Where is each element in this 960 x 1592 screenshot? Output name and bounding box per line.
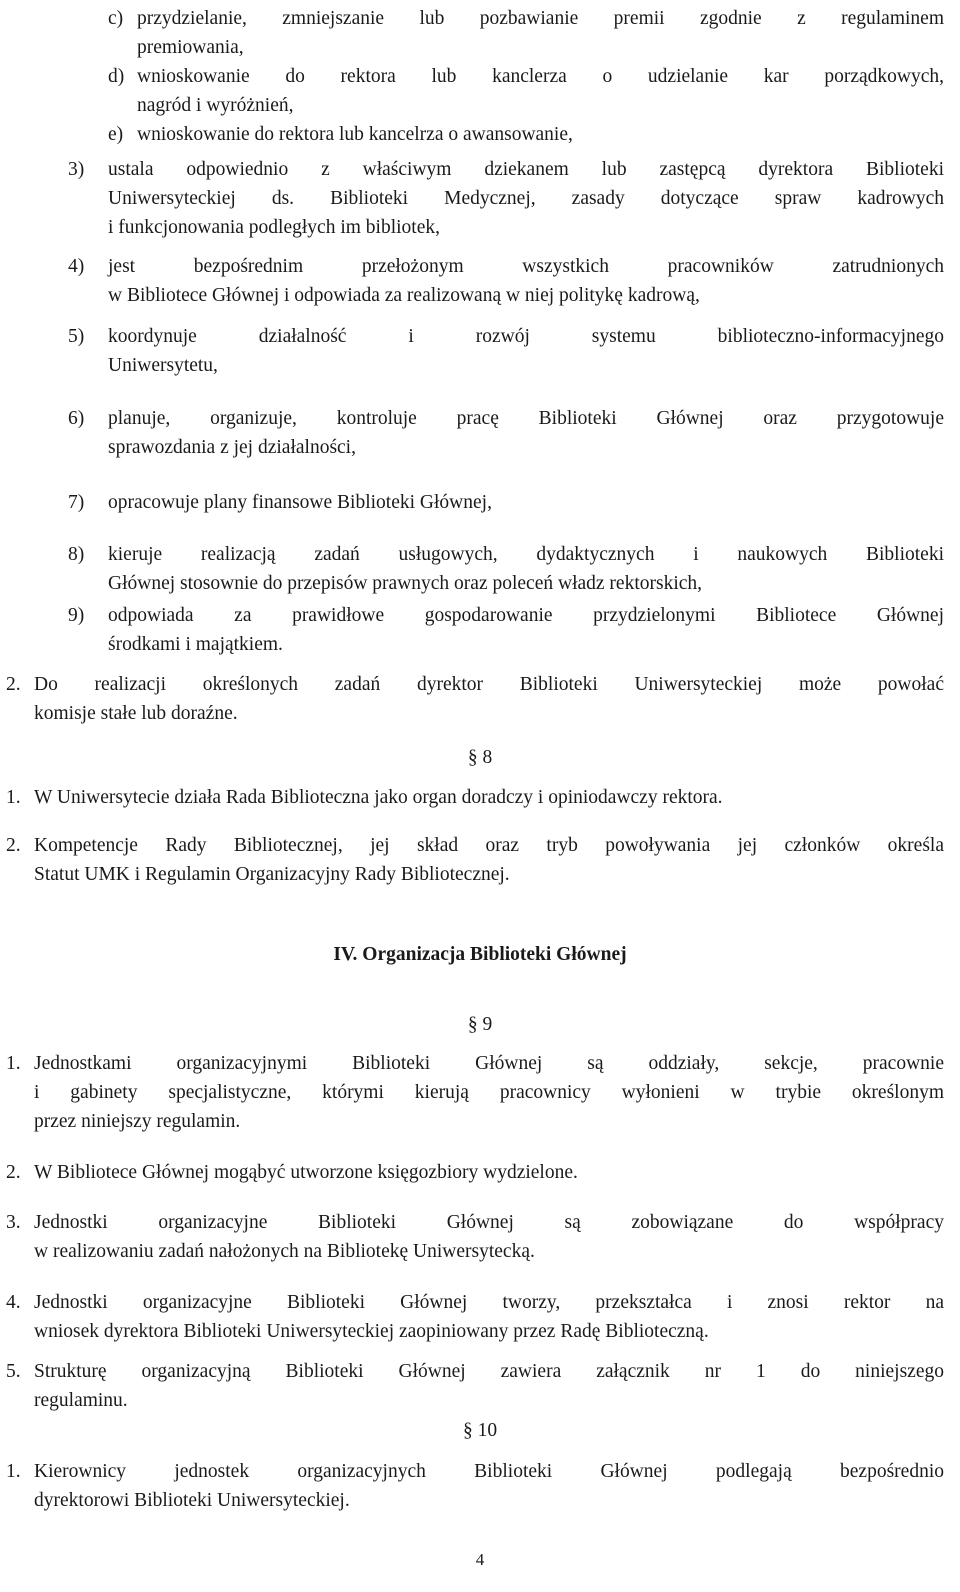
- item-label: 6): [68, 408, 85, 429]
- item-label: 2.: [6, 674, 21, 695]
- item-line: nagród i wyróżnień,: [137, 95, 294, 116]
- item-label: 2.: [6, 1162, 21, 1183]
- item-line: Jednostki organizacyjne Biblioteki Głównej tworzy, przekształca i znosi rektor na: [34, 1292, 944, 1313]
- item-line: planuje, organizuje, kontroluje pracę Biblioteki Głównej oraz przygotowuje: [108, 408, 944, 429]
- item-label: 5.: [6, 1361, 21, 1382]
- item-label: 4.: [6, 1292, 21, 1313]
- item-line: Uniwersyteckiej ds. Biblioteki Medycznej, zasady dotyczące spraw kadrowych: [108, 188, 944, 209]
- item-label: 1.: [6, 1461, 21, 1482]
- item-label: 1.: [6, 787, 21, 808]
- item-line: Głównej stosownie do przepisów prawnych oraz poleceń władz rektorskich,: [108, 573, 703, 594]
- item-line: przydzielanie, zmniejszanie lub pozbawianie premii zgodnie z regulaminem: [137, 8, 944, 29]
- item-label: 5): [68, 326, 85, 347]
- item-line: dyrektorowi Biblioteki Uniwersyteckiej.: [34, 1490, 350, 1511]
- item-line: i gabinety specjalistyczne, którymi kierują pracownicy wyłonieni w trybie określonym: [34, 1082, 944, 1103]
- item-label: e): [108, 124, 124, 145]
- item-label: 3.: [6, 1212, 21, 1233]
- item-label: 7): [68, 492, 85, 513]
- item-line: komisje stałe lub doraźne.: [34, 703, 238, 724]
- item-line: jest bezpośrednim przełożonym wszystkich pracowników zatrudnionych: [108, 256, 944, 277]
- item-line: odpowiada za prawidłowe gospodarowanie przydzielonymi Bibliotece Głównej: [108, 605, 944, 626]
- item-line: Statut UMK i Regulamin Organizacyjny Rady Bibliotecznej.: [34, 864, 510, 885]
- item-line: koordynuje działalność i rozwój systemu biblioteczno-informacyjnego: [108, 326, 944, 347]
- item-line: Strukturę organizacyjną Biblioteki Głównej zawiera załącznik nr 1 do niniejszego: [34, 1361, 944, 1382]
- item-line: Do realizacji określonych zadań dyrektor Biblioteki Uniwersyteckiej może powołać: [34, 674, 944, 695]
- item-line: premiowania,: [137, 37, 244, 58]
- item-line: kieruje realizacją zadań usługowych, dydaktycznych i naukowych Biblioteki: [108, 544, 944, 565]
- item-line: w Bibliotece Głównej i odpowiada za realizowaną w niej politykę kadrową,: [108, 285, 700, 306]
- item-line: W Uniwersytecie działa Rada Biblioteczna jako organ doradczy i opiniodawczy rektora.: [34, 787, 723, 808]
- page-number: 4: [475, 1550, 485, 1569]
- item-line: w realizowaniu zadań nałożonych na Bibliotekę Uniwersytecką.: [34, 1241, 535, 1262]
- section-heading: § 9: [467, 1014, 493, 1035]
- item-label: 3): [68, 159, 85, 180]
- item-line: i funkcjonowania podległych im bibliotek,: [108, 217, 440, 238]
- section-heading: § 8: [467, 747, 493, 768]
- item-line: Kierownicy jednostek organizacyjnych Biblioteki Głównej podlegają bezpośrednio: [34, 1461, 944, 1482]
- item-label: 8): [68, 544, 85, 565]
- item-label: 2.: [6, 835, 21, 856]
- item-line: wnioskowanie do rektora lub kanclerza o udzielanie kar porządkowych,: [137, 66, 944, 87]
- item-label: 1.: [6, 1053, 21, 1074]
- item-label: d): [108, 66, 125, 87]
- item-label: 4): [68, 256, 85, 277]
- item-line: Uniwersytetu,: [108, 355, 218, 376]
- item-line: sprawozdania z jej działalności,: [108, 437, 356, 458]
- item-line: opracowuje plany finansowe Biblioteki Głównej,: [108, 492, 492, 513]
- item-line: ustala odpowiednio z właściwym dziekanem lub zastępcą dyrektora Biblioteki: [108, 159, 944, 180]
- item-line: Jednostkami organizacyjnymi Biblioteki Głównej są oddziały, sekcje, pracownie: [34, 1053, 944, 1074]
- item-line: Jednostki organizacyjne Biblioteki Głównej są zobowiązane do współpracy: [34, 1212, 944, 1233]
- item-line: środkami i majątkiem.: [108, 634, 283, 655]
- item-line: regulaminu.: [34, 1390, 128, 1411]
- item-line: przez niniejszy regulamin.: [34, 1111, 241, 1132]
- item-line: wnioskowanie do rektora lub kancelrza o awansowanie,: [137, 124, 573, 145]
- item-line: W Bibliotece Głównej mogąbyć utworzone księgozbiory wydzielone.: [34, 1162, 578, 1183]
- item-line: Kompetencje Rady Bibliotecznej, jej skład oraz tryb powoływania jej członków określa: [34, 835, 944, 856]
- section-heading: § 10: [462, 1420, 498, 1441]
- item-line: wniosek dyrektora Biblioteki Uniwersyteckiej zaopiniowany przez Radę Biblioteczną.: [34, 1321, 709, 1342]
- chapter-title: IV. Organizacja Biblioteki Głównej: [333, 944, 627, 965]
- item-label: c): [108, 8, 124, 29]
- item-label: 9): [68, 605, 85, 626]
